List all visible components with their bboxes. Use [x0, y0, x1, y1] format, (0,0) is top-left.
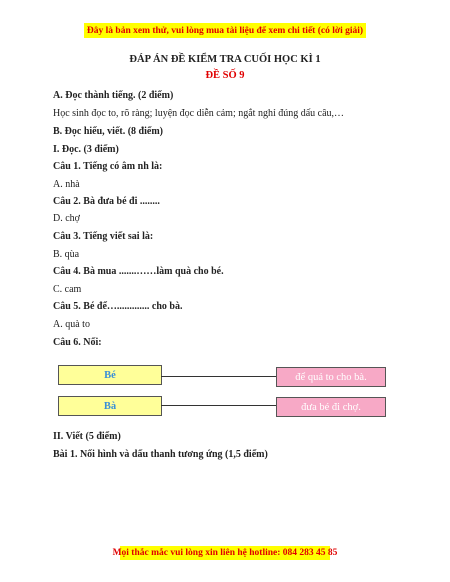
section-a-text: Học sinh đọc to, rõ ràng; luyện đọc diễn cảm; ngắt nghỉ đúng dấu câu,… — [53, 108, 345, 119]
question-2: Câu 2. Bà đưa bé đi ........ — [53, 196, 160, 207]
answer-3: B. qùa — [53, 249, 80, 260]
section-ii-heading: II. Viết (5 điểm) — [53, 431, 121, 442]
section-i-heading: I. Đọc. (3 điểm) — [53, 144, 119, 155]
exercise-1-heading: Bài 1. Nối hình và dấu thanh tương ứng (1,5 điểm) — [53, 449, 268, 460]
match-connector-line — [161, 405, 276, 406]
question-3: Câu 3. Tiếng viết sai là: — [53, 231, 154, 242]
question-1: Câu 1. Tiếng có âm nh là: — [53, 161, 163, 172]
document-subtitle: ĐỀ SỐ 9 — [205, 70, 245, 81]
answer-2: D. chợ — [53, 213, 80, 224]
match-left-box: Bà — [58, 396, 162, 416]
document-title: ĐÁP ÁN ĐỀ KIỂM TRA CUỐI HỌC KÌ 1 — [129, 54, 321, 65]
match-left-box: Bé — [58, 365, 162, 385]
answer-5: A. quà to — [53, 319, 90, 330]
answer-1: A. nhà — [53, 179, 80, 190]
question-4: Câu 4. Bà mua .......……làm quà cho bé. — [53, 266, 224, 277]
section-b-heading: B. Đọc hiểu, viết. (8 điểm) — [53, 126, 163, 137]
section-a-heading: A. Đọc thành tiếng. (2 điểm) — [53, 90, 174, 101]
match-right-box: để quả to cho bà. — [276, 367, 386, 387]
hotline-footer: Mọi thắc mắc vui lòng xin liên hệ hotline: 084 283 45 85 — [112, 548, 338, 558]
match-right-box: đưa bé đi chợ. — [276, 397, 386, 417]
answer-4: C. cam — [53, 284, 82, 295]
question-5: Câu 5. Bé để…............. cho bà. — [53, 301, 183, 312]
match-connector-line — [161, 376, 276, 377]
question-6: Câu 6. Nối: — [53, 337, 102, 348]
preview-banner: Đây là bản xem thử, vui lòng mua tài liệu để xem chi tiết (có lời giải) — [84, 23, 366, 38]
